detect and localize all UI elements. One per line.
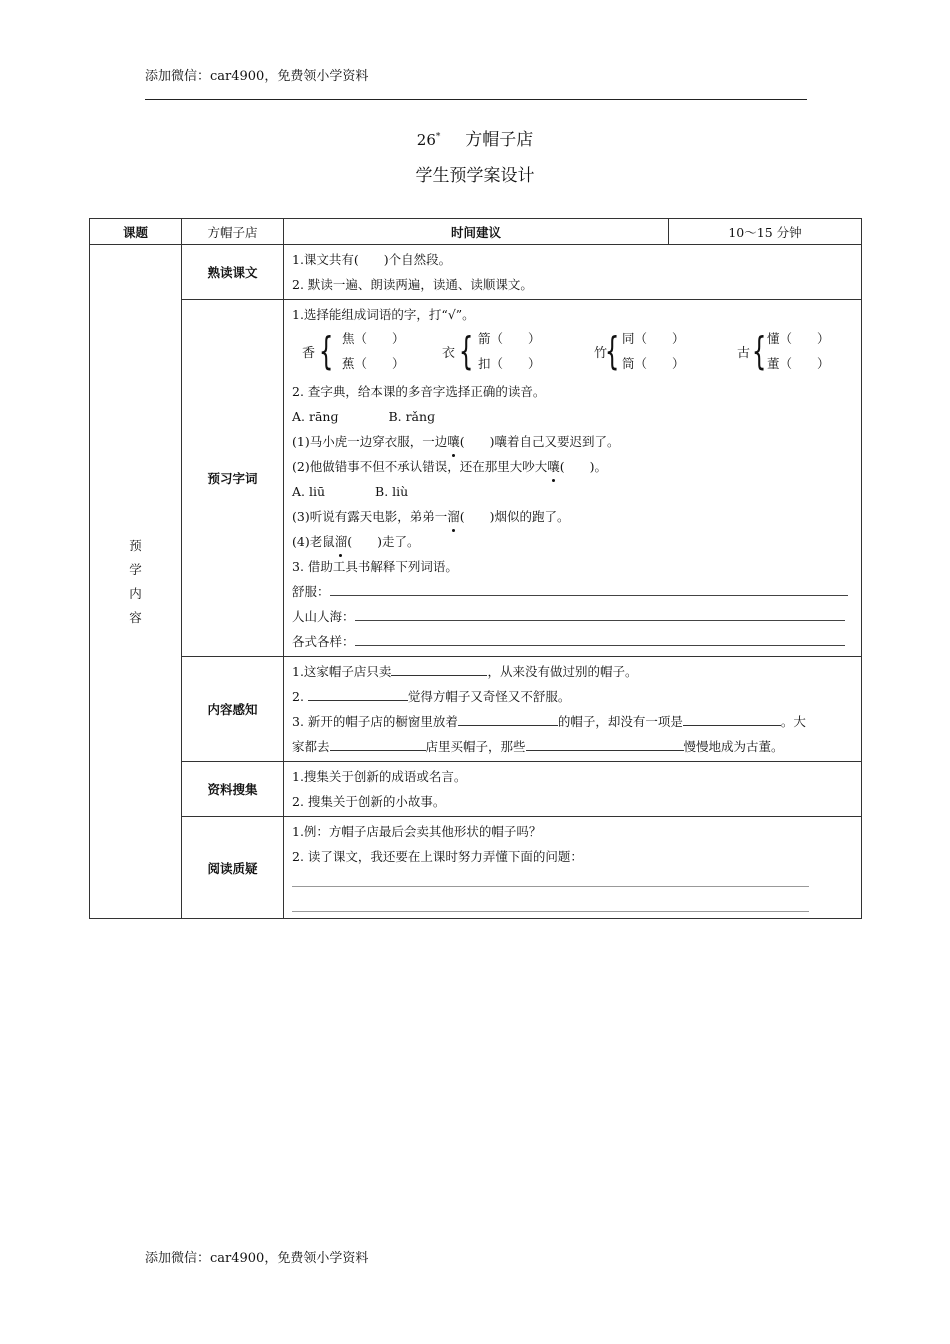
choice-groups	[292, 327, 853, 379]
sentence-text: 3. 新开的帽子店的橱窗里放着	[292, 714, 458, 729]
sentence-text: ( )烟似的跑了。	[459, 509, 570, 524]
sentence-text: ( )。	[559, 459, 607, 474]
text-line: 2. 默读一遍、朗读两遍，读通、读顺课文。	[292, 277, 533, 292]
sentence	[292, 504, 853, 529]
sentence-text: 1.这家帽子店只卖	[292, 664, 392, 679]
brace-icon: {	[458, 329, 474, 373]
polyphone-char: 嚷	[447, 429, 460, 454]
choice-option: 董（ ）	[767, 356, 830, 371]
lesson-number: 26*	[416, 131, 441, 149]
lesson-title	[0, 125, 950, 150]
sentence-text: (2)他做错事不但不承认错误，还在那里大吵大	[292, 459, 548, 474]
sentence	[292, 529, 853, 554]
question: 2. 查字典，给本课的多音字选择正确的读音。	[292, 384, 546, 399]
section-research-row	[90, 762, 862, 817]
text-line: 2. 搜集关于创新的小故事。	[292, 794, 446, 809]
word-explain	[292, 579, 853, 604]
section-content	[284, 762, 862, 817]
sentence-text: 慢慢地成为古董。	[683, 739, 784, 754]
blank[interactable]	[526, 734, 684, 751]
prestudy-table	[89, 218, 862, 919]
word-explain	[292, 604, 853, 629]
lesson-name: 方帽子店	[465, 130, 534, 150]
sentence-text: (3)听说有露天电影，弟弟一	[292, 509, 448, 524]
blank[interactable]	[308, 684, 408, 701]
section-label: 内容感知	[182, 657, 284, 762]
topic-label: 课题	[90, 219, 182, 245]
root-char: 衣	[442, 346, 456, 361]
choice-option: 同（ ）	[622, 331, 685, 346]
section-content	[284, 300, 862, 657]
blank[interactable]	[330, 734, 426, 751]
answer-line[interactable]	[355, 630, 845, 646]
text-line: 2. 读了课文，我还要在上课时努力弄懂下面的问题：	[292, 849, 583, 864]
section-label: 资料搜集	[182, 762, 284, 817]
question: 1.选择能组成词语的字，打“√”。	[292, 307, 475, 322]
polyphone-char: 溜	[447, 504, 460, 529]
sentence	[292, 454, 853, 479]
section-label: 预习字词	[182, 300, 284, 657]
section-content	[284, 817, 862, 919]
fill-sentence	[292, 734, 853, 759]
blank[interactable]	[683, 709, 781, 726]
blank[interactable]	[458, 709, 558, 726]
sentence-text: 家都去	[292, 739, 330, 754]
time-value: 10～15 分钟	[669, 219, 862, 245]
lesson-subtitle: 学生预学案设计	[415, 166, 535, 186]
question: 3. 借助工具书解释下列词语。	[292, 559, 458, 574]
side-char: 学	[129, 561, 142, 577]
root-char: 香	[302, 346, 316, 361]
header-note: 添加微信：car4900，免费领小学资料	[145, 69, 369, 84]
section-label: 阅读质疑	[182, 817, 284, 919]
choice-option: 箭（ ）	[478, 331, 541, 346]
sentence-text: 店里买帽子，那些	[425, 739, 526, 754]
text-line: 1.课文共有( )个自然段。	[292, 252, 452, 267]
fill-sentence	[292, 659, 853, 684]
section-reading-row	[90, 245, 862, 300]
section-label: 熟读课文	[182, 245, 284, 300]
side-char: 容	[129, 609, 142, 625]
choice-option: 蕉（ ）	[342, 356, 405, 371]
fill-sentence	[292, 709, 853, 734]
choice-option: 筒（ ）	[622, 356, 685, 371]
word-label: 人山人海：	[292, 609, 355, 624]
sentence-text: ，从来没有做过别的帽子。	[487, 664, 638, 679]
sentence-text: (1)马小虎一边穿衣服，一边	[292, 434, 448, 449]
choice-option: 扣（ ）	[478, 356, 541, 371]
choice-option: 懂（ ）	[767, 331, 830, 346]
sentence-text: ( )走了。	[347, 534, 420, 549]
sentence	[292, 429, 853, 454]
topic-value: 方帽子店	[182, 219, 284, 245]
section-vocab-row	[90, 300, 862, 657]
brace-icon: {	[318, 329, 334, 373]
text-line: 1.搜集关于创新的成语或名言。	[292, 769, 467, 784]
time-label: 时间建议	[284, 219, 669, 245]
header-rule	[145, 99, 807, 100]
side-label	[90, 245, 182, 919]
side-char: 内	[129, 585, 142, 601]
sentence-text: 的帽子，却没有一项是	[557, 714, 683, 729]
sentence-text: (4)老鼠	[292, 534, 335, 549]
word-label: 各式各样：	[292, 634, 355, 649]
section-question-row	[90, 817, 862, 919]
fill-sentence	[292, 684, 853, 709]
sentence-text: ( )嚷着自己又要迟到了。	[459, 434, 620, 449]
pinyin-options: A. liū B. liù	[292, 484, 409, 499]
brace-icon: {	[751, 329, 767, 373]
answer-line[interactable]	[355, 605, 845, 621]
polyphone-char: 溜	[335, 529, 348, 554]
side-char: 预	[129, 537, 142, 553]
polyphone-char: 嚷	[547, 454, 560, 479]
choice-option: 焦（ ）	[342, 331, 405, 346]
answer-line[interactable]	[330, 580, 848, 596]
section-content	[284, 657, 862, 762]
text-line: 1.例：方帽子店最后会卖其他形状的帽子吗？	[292, 824, 542, 839]
root-char: 竹	[594, 346, 608, 361]
sentence-text: 。大	[780, 714, 806, 729]
pinyin-options: A. rānɡ B. rǎnɡ	[292, 409, 436, 424]
blank[interactable]	[391, 659, 487, 676]
header-row	[90, 219, 862, 245]
brace-icon: {	[604, 329, 620, 373]
sentence-text: 觉得方帽子又奇怪又不舒服。	[407, 689, 571, 704]
sentence-text: 2.	[292, 689, 308, 704]
root-char: 古	[737, 346, 751, 361]
section-content	[284, 245, 862, 300]
section-content-row	[90, 657, 862, 762]
word-explain	[292, 629, 853, 654]
word-label: 舒服：	[292, 584, 330, 599]
footer-note: 添加微信：car4900，免费领小学资料	[145, 1251, 369, 1266]
